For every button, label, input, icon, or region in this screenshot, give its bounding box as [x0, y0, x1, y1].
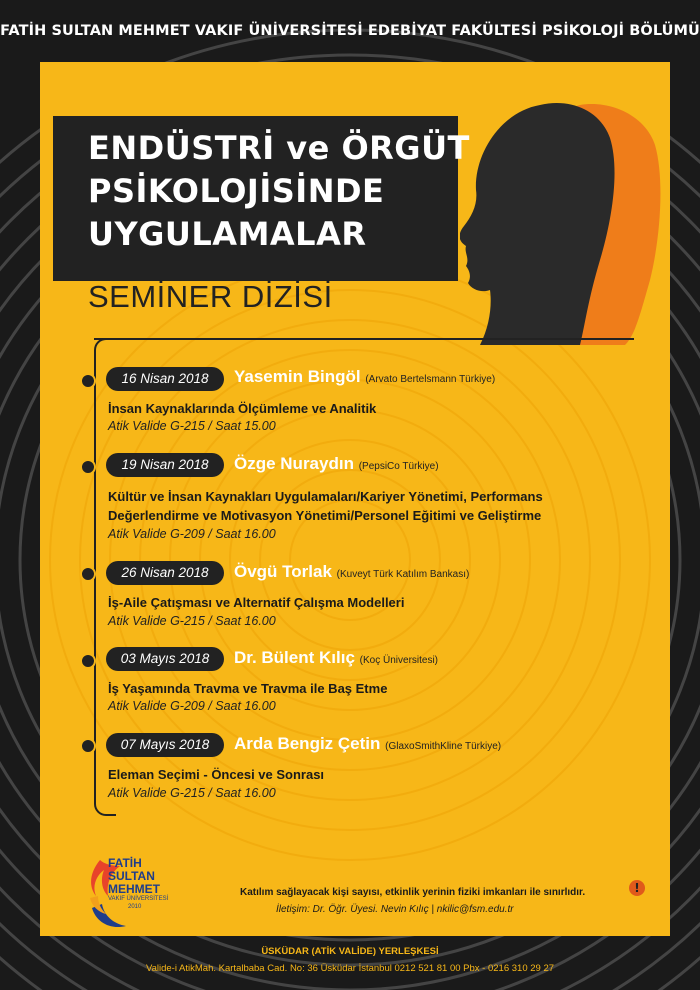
speaker-org: (GlaxoSmithKline Türkiye) — [385, 741, 502, 752]
speaker-name: Yasemin Bingöl — [234, 367, 361, 386]
event-speaker — [234, 648, 438, 668]
event-date: 07 Mayıs 2018 — [106, 733, 224, 757]
logo-text-3: MEHMET — [108, 882, 160, 896]
timeline-dot — [80, 566, 96, 582]
footer-address: Valide-i AtikMah. Kartalbaba Cad. No: 36 Üsküdar İstanbul 0212 521 81 00 Pbx - 0216 310 29 27 — [145, 963, 555, 974]
timeline-dot — [80, 459, 96, 475]
contact-info: İletişim: Dr. Öğr. Üyesi. Nevin Kılıç | nkilic@fsm.edu.tr — [276, 904, 514, 915]
logo-text-5: 2010 — [128, 904, 142, 910]
speaker-name: Övgü Torlak — [234, 562, 332, 581]
event-date: 03 Mayıs 2018 — [106, 647, 224, 671]
speaker-name: Arda Bengiz Çetin — [234, 734, 381, 753]
event-location: Atik Valide G-209 / Saat 16.00 — [108, 527, 276, 541]
event-speaker — [234, 734, 501, 754]
event-topic: Eleman Seçimi - Öncesi ve Sonrası — [108, 767, 325, 782]
title-line-2: PSİKOLOJİSİNDE — [88, 172, 385, 210]
logo-text-4: VAKIF ÜNİVERSİTESİ — [108, 896, 169, 902]
event-location: Atik Valide G-209 / Saat 16.00 — [108, 699, 276, 713]
event-date: 19 Nisan 2018 — [106, 453, 224, 477]
warning-icon: ! — [629, 880, 645, 896]
event-location: Atik Valide G-215 / Saat 15.00 — [108, 419, 276, 433]
logo-text-1: FATİH — [108, 856, 142, 870]
footer-campus: ÜSKÜDAR (ATİK VALİDE) YERLEŞKESİ — [261, 946, 439, 957]
seminar-subtitle: SEMİNER DİZİSİ — [88, 279, 333, 314]
speaker-org: (Arvato Bertelsmann Türkiye) — [365, 374, 496, 385]
event-speaker — [234, 454, 439, 474]
event-topic: Kültür ve İnsan Kaynakları Uygulamaları/Kariyer Yönetimi, Performans — [108, 489, 543, 504]
speaker-org: (Kuveyt Türk Katılım Bankası) — [336, 569, 470, 580]
event-date: 26 Nisan 2018 — [106, 561, 224, 585]
timeline-dot — [80, 653, 96, 669]
title-line-1: ENDÜSTRİ ve ÖRGÜT — [88, 129, 470, 167]
event-location: Atik Valide G-215 / Saat 16.00 — [108, 786, 276, 800]
timeline-dot — [80, 738, 96, 754]
event-topic: İş-Aile Çatışması ve Alternatif Çalışma Modelleri — [108, 595, 405, 610]
speaker-org: (PepsiCo Türkiye) — [358, 461, 439, 472]
speaker-org: (Koç Üniversitesi) — [359, 655, 439, 666]
event-speaker — [234, 367, 495, 387]
logo-text-2: SULTAN — [108, 869, 155, 883]
timeline-dot — [80, 373, 96, 389]
event-location: Atik Valide G-215 / Saat 16.00 — [108, 614, 276, 628]
timeline-top-line — [94, 338, 634, 340]
capacity-note: Katılım sağlayacak kişi sayısı, etkinlik yerinin fiziki imkanları ile sınırlıdır. — [240, 887, 586, 898]
event-topic: İnsan Kaynaklarında Ölçümleme ve Analitik — [108, 401, 377, 416]
header-university: FATİH SULTAN MEHMET VAKIF ÜNİVERSİTESİ EDEBİYAT FAKÜLTESİ PSİKOLOJİ BÖLÜMÜ — [0, 23, 700, 39]
event-topic: İş Yaşamında Travma ve Travma ile Baş Etme — [108, 681, 388, 696]
speaker-name: Özge Nuraydın — [234, 454, 354, 473]
event-speaker — [234, 562, 469, 582]
title-line-3: UYGULAMALAR — [88, 215, 367, 253]
speaker-name: Dr. Bülent Kılıç — [234, 648, 355, 667]
event-date: 16 Nisan 2018 — [106, 367, 224, 391]
faces-illustration — [460, 100, 670, 345]
event-topic-line2: Değerlendirme ve Motivasyon Yönetimi/Personel Eğitimi ve Geliştirme — [108, 508, 542, 523]
